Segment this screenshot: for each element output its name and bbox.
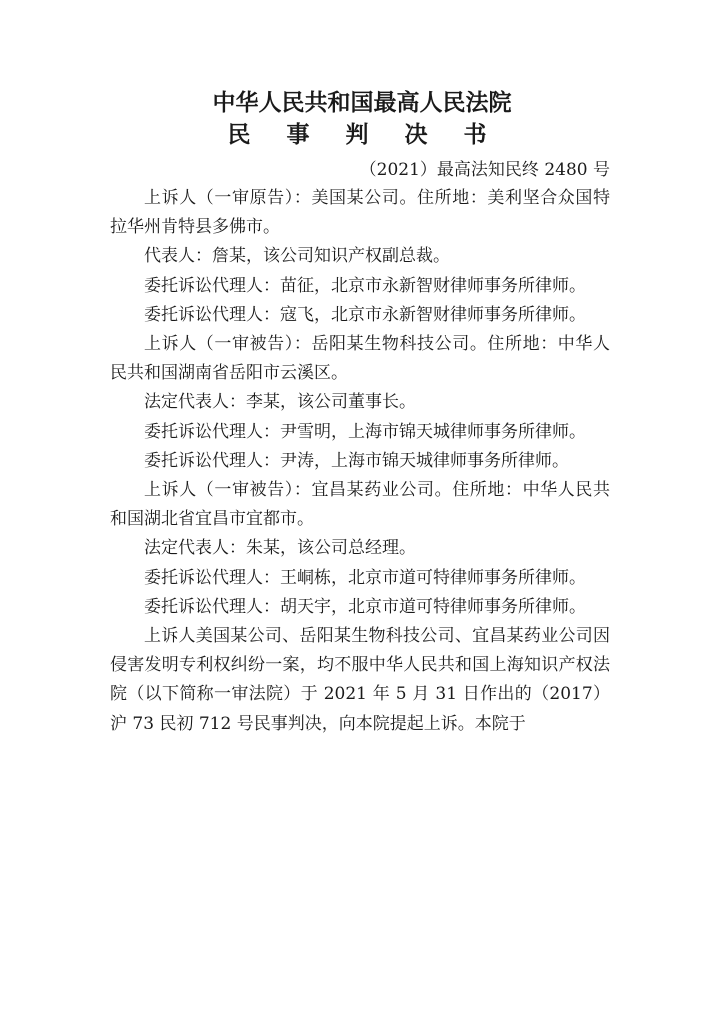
- appellant-2-agent-1: 委托诉讼代理人：尹雪明，上海市锦天城律师事务所律师。: [144, 421, 586, 442]
- appellant-3-agent-1: 委托诉讼代理人：王峒栋，北京市道可特律师事务所律师。: [144, 567, 586, 588]
- appellant-3-agent-2: 委托诉讼代理人：胡天宇，北京市道可特律师事务所律师。: [144, 596, 586, 617]
- appellant-2-legal-representative: 法定代表人：李某，该公司董事长。: [144, 392, 416, 413]
- document-body: [110, 184, 610, 739]
- appellant-1-agent-2: 委托诉讼代理人：寇飞，北京市永新智财律师事务所律师。: [144, 304, 586, 325]
- appellant-3-legal-representative: 法定代表人：朱某，该公司总经理。: [144, 538, 416, 559]
- appellant-1-representative: 代表人：詹某，该公司知识产权副总裁。: [144, 246, 450, 267]
- document-type-heading: 民 事 判 决 书: [227, 122, 501, 148]
- court-name-heading: 中华人民共和国最高人民法院: [212, 90, 512, 116]
- appellant-2-agent-2: 委托诉讼代理人：尹涛，上海市锦天城律师事务所律师。: [144, 450, 569, 471]
- appellant-1: 上诉人（一审原告）：美国某公司。住所地：美利坚合众国特拉华州肯特县多佛市。: [110, 188, 610, 238]
- appellant-3: 上诉人（一审被告）：宜昌某药业公司。住所地：中华人民共和国湖北省宜昌市宜都市。: [110, 480, 610, 530]
- case-background-paragraph: 上诉人美国某公司、岳阳某生物科技公司、宜昌某药业公司因侵害发明专利权纠纷一案，均不服中华人民共和国上海知识产权法院（以下简称一审法院）于 2021 年 5 月 31 日作出的（2017）沪 73 民初 712 号民事判决，向本院提起上诉。本院于: [110, 626, 610, 734]
- appellant-2: 上诉人（一审被告）：岳阳某生物科技公司。住所地：中华人民共和国湖南省岳阳市云溪区。: [110, 334, 610, 384]
- case-number: （2021）最高法知民终 2480 号: [359, 160, 610, 180]
- appellant-1-agent-1: 委托诉讼代理人：苗征，北京市永新智财律师事务所律师。: [144, 275, 586, 296]
